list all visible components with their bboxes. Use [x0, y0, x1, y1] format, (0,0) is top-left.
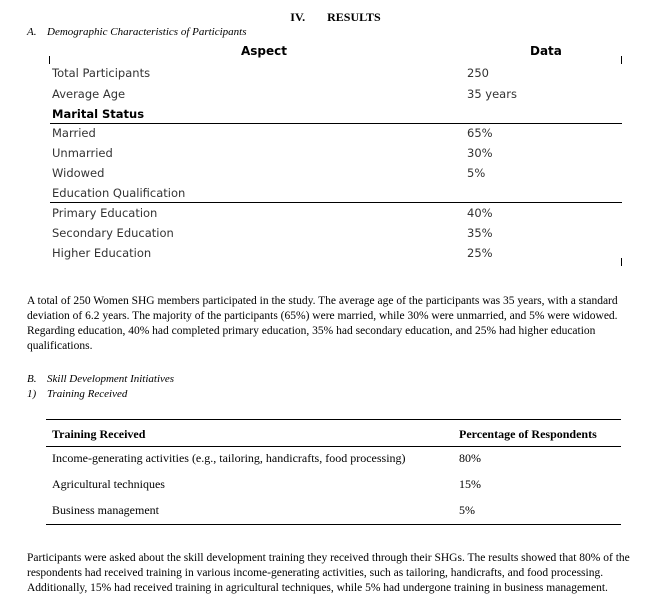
row-value: 35% — [467, 226, 493, 240]
table1-row — [52, 63, 622, 83]
row-label: Secondary Education — [52, 226, 174, 240]
row-value: 40% — [467, 206, 493, 220]
table1-row — [52, 123, 622, 143]
row-label: Married — [52, 126, 96, 140]
subsection-b-letter: B. — [27, 373, 37, 385]
table-border-tick — [49, 56, 50, 64]
row-label: Unmarried — [52, 146, 113, 160]
paragraph-line: respondents had received training in various income-generating activities, such as tailoring, handicrafts, and food processing. — [27, 567, 604, 579]
results-paragraph-2 — [27, 551, 647, 596]
table2-header-training: Training Received — [52, 427, 146, 441]
row-label: Total Participants — [52, 66, 151, 80]
paragraph-line: Participants were asked about the skill development training they received through their SHGs. The results showed that 80% of the — [27, 552, 630, 564]
row-label: Average Age — [52, 87, 126, 101]
table1-row — [52, 163, 622, 183]
row-label: Education Qualification — [52, 186, 186, 200]
paragraph-line: A total of 250 Women SHG members participated in the study. The average age of the participants was 35 years, with a standard — [27, 295, 618, 307]
table2-cell-training: Income-generating activities (e.g., tailoring, handicrafts, food processing) — [52, 451, 406, 465]
section-title: RESULTS — [327, 10, 381, 24]
results-paragraph-1 — [27, 294, 647, 354]
subsection-b1-heading — [27, 388, 127, 400]
table1-row — [52, 243, 622, 263]
table2-cell-percentage: 80% — [459, 451, 481, 465]
table1-row — [52, 84, 622, 104]
paragraph-line: Regarding education, 40% had completed primary education, 35% had secondary education, and 25% had higher education — [27, 325, 596, 337]
table1-row — [52, 203, 622, 223]
table1-row-group-header — [52, 104, 622, 124]
table2-cell-training: Agricultural techniques — [52, 477, 165, 491]
row-label: Primary Education — [52, 206, 158, 220]
section-heading — [0, 10, 671, 25]
table1-header-aspect: Aspect — [241, 44, 288, 58]
subsection-a-heading — [27, 26, 247, 38]
table1-row — [52, 143, 622, 163]
section-number: IV. — [290, 10, 306, 24]
table-top-rule — [46, 419, 621, 420]
table-header-rule — [46, 446, 621, 447]
paragraph-line: deviation of 6.2 years. The majority of the participants (65%) were married, while 30% were unmarried, and 5% were widowed. — [27, 310, 618, 322]
table2-header-percentage: Percentage of Respondents — [459, 427, 597, 441]
row-value: 5% — [467, 166, 486, 180]
table1-header-data: Data — [530, 44, 562, 58]
paragraph-line: qualifications. — [27, 340, 93, 352]
row-value: 65% — [467, 126, 493, 140]
table-border-tick — [621, 258, 622, 266]
table2-cell-percentage: 5% — [459, 503, 475, 517]
subsection-a-title: Demographic Characteristics of Participants — [47, 26, 247, 38]
table2-cell-training: Business management — [52, 503, 159, 517]
table1-row-group-header — [52, 183, 622, 203]
row-value: 250 — [467, 66, 489, 80]
paragraph-line: Additionally, 15% had received training in agricultural techniques, while 5% had undergone training in business management. — [27, 582, 608, 594]
subsection-b-title: Skill Development Initiatives — [47, 373, 175, 385]
row-value: 25% — [467, 246, 493, 260]
subsection-a-letter: A. — [27, 26, 37, 38]
row-label: Widowed — [52, 166, 105, 180]
row-value: 30% — [467, 146, 493, 160]
subsection-b1-number: 1) — [27, 388, 37, 400]
table1-row — [52, 223, 622, 243]
row-label: Higher Education — [52, 246, 152, 260]
table-bottom-rule — [46, 524, 621, 525]
subsection-b-heading — [27, 373, 174, 385]
subsection-b1-title: Training Received — [47, 388, 128, 400]
row-value: 35 years — [467, 87, 517, 101]
row-label: Marital Status — [52, 107, 145, 121]
table2-cell-percentage: 15% — [459, 477, 481, 491]
